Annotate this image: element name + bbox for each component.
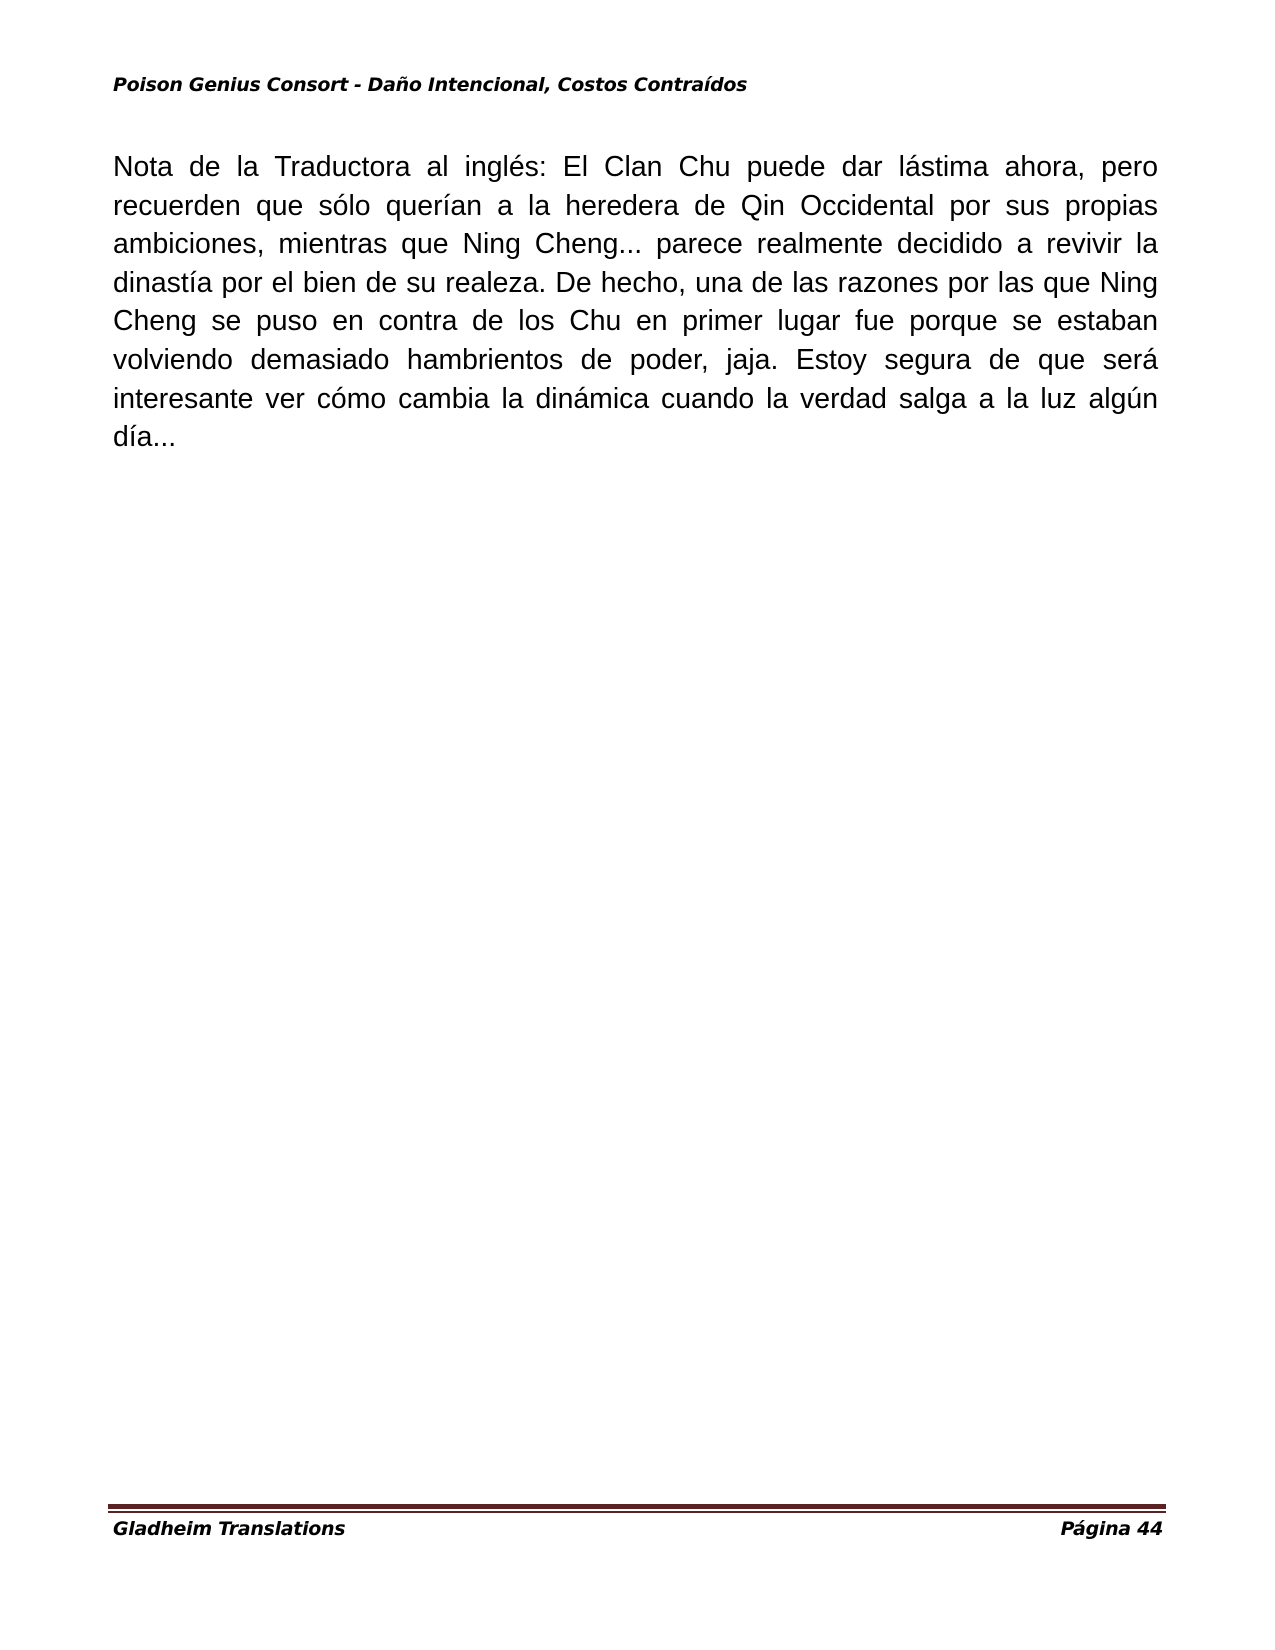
chapter-title: Daño Intencional, Costos Contraídos — [367, 74, 748, 96]
footer-divider-thin-line — [108, 1511, 1166, 1513]
book-title: Poison Genius Consort — [113, 74, 349, 96]
header-separator: - — [354, 74, 362, 96]
page-header — [113, 74, 747, 96]
footer-divider — [108, 1504, 1166, 1514]
footer-publisher: Gladheim Translations — [113, 1518, 346, 1540]
translator-note-paragraph: Nota de la Traductora al inglés: El Clan Chu puede dar lástima ahora, pero recuerden que sólo querían a la heredera de Qin Occidental por sus propias ambiciones, mientras que Ning Cheng... parece realmente decidido a revivir la dinastía por el bien de su realeza. De hecho, una de las razones por las que Ning Cheng se puso en contra de los Chu en primer lugar fue porque se estaban volviendo demasiado hambrientos de poder, jaja. Estoy segura de que será interesante ver cómo cambia la dinámica cuando la verdad salga a la luz algún día... — [113, 151, 1158, 454]
footer-divider-thick-line — [108, 1504, 1166, 1509]
footer-page-number: Página 44 — [1060, 1518, 1163, 1540]
